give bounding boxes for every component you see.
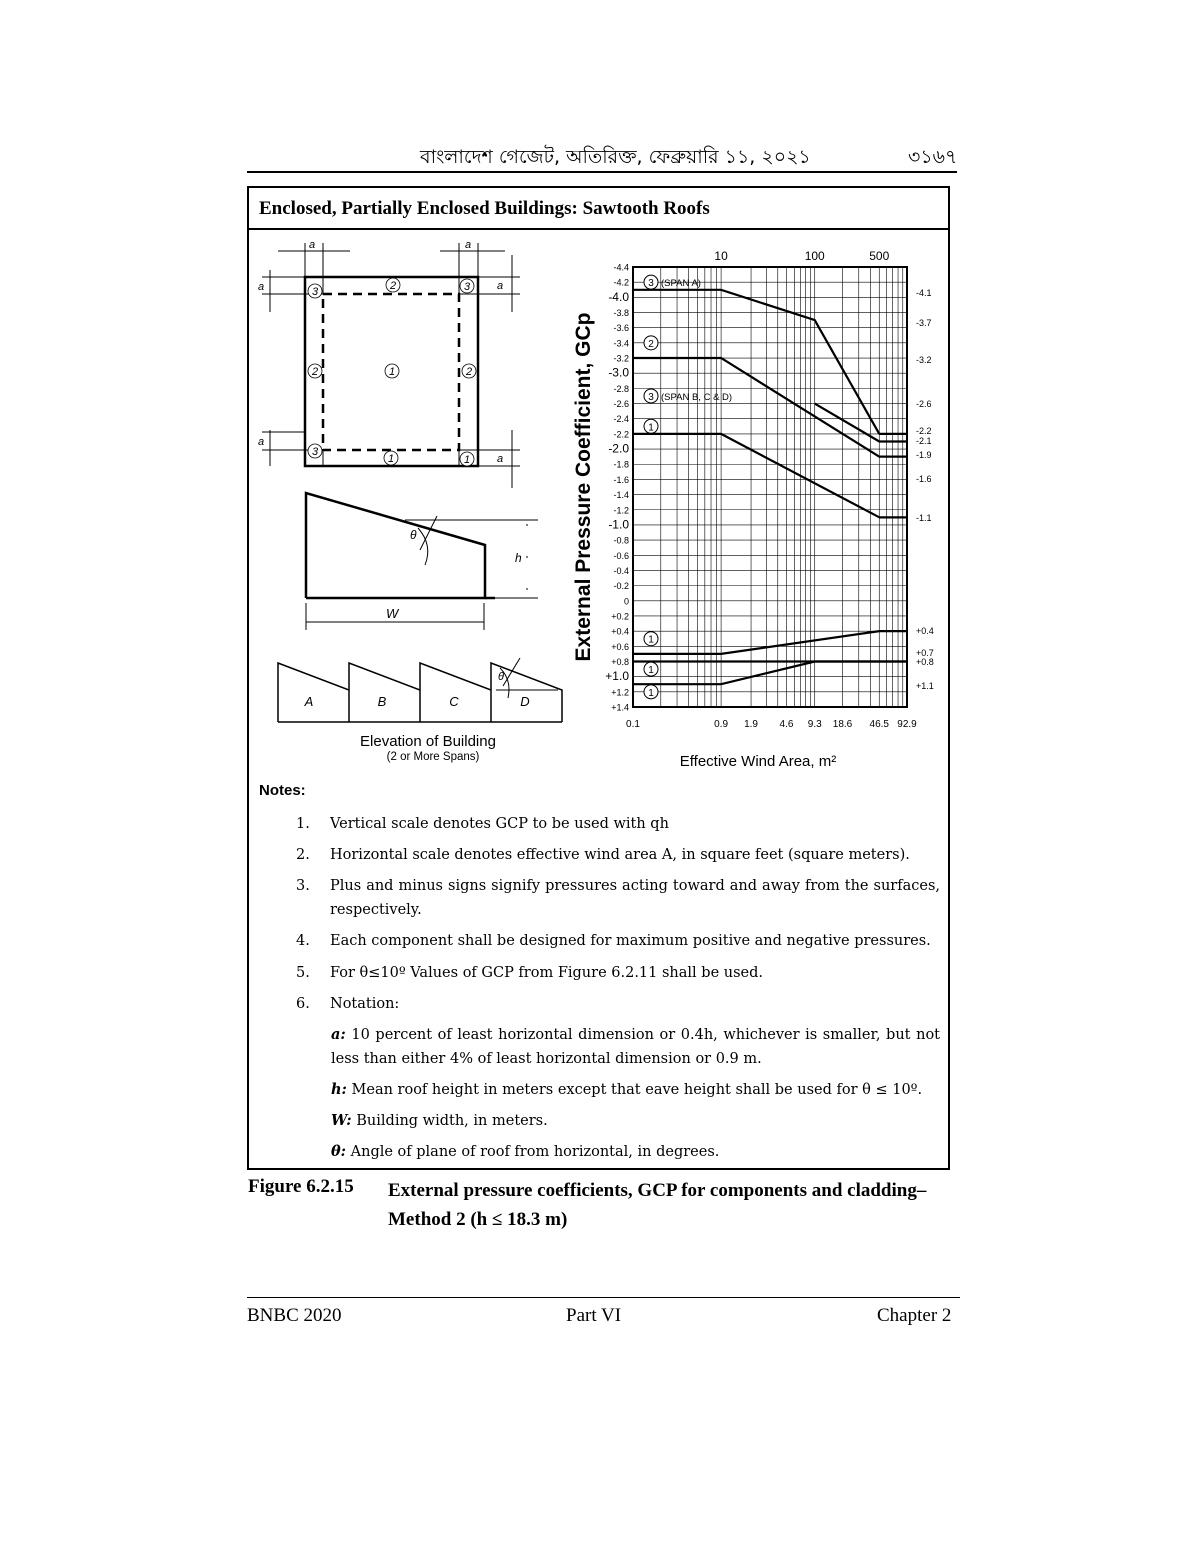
x-tick-label: 92.9 (897, 719, 917, 730)
y-tick-label: -2.0 (608, 441, 629, 456)
series-number: 1 (648, 687, 654, 699)
gazette-page-number: ৩১৬৭ (908, 146, 958, 168)
span-b-label: B (377, 694, 387, 709)
series-number: 3 (648, 278, 654, 290)
section-w-label: W (386, 606, 399, 621)
note-number: 2. (296, 847, 310, 863)
zone-2-label: 2 (311, 366, 319, 378)
y-tick-label: -1.8 (613, 459, 629, 470)
y-tick-label: -3.6 (613, 323, 629, 334)
series-number: 1 (648, 422, 654, 434)
y-tick-label: 0 (623, 596, 629, 607)
notes-heading: Notes: (259, 782, 306, 799)
y-tick-label: +0.8 (611, 656, 629, 667)
note-text: Plus and minus signs signify pressures acting toward and away from the surfaces, respectively. (330, 878, 940, 918)
note-number: 1. (296, 816, 310, 832)
elevation-subcaption: (2 or More Spans) (386, 751, 480, 763)
plot-area-border (633, 267, 907, 707)
end-value-label: -2.6 (916, 399, 932, 409)
elevation-theta-label: θ (498, 671, 504, 683)
end-value-label: -4.1 (916, 288, 932, 298)
notation-item (331, 1140, 940, 1164)
x-tick-label: 0.1 (626, 719, 640, 730)
note-number: 3. (296, 878, 310, 894)
series-number: 3 (648, 391, 654, 403)
end-value-label: -1.6 (916, 474, 932, 484)
footer-center: Part VI (566, 1305, 622, 1326)
y-tick-label: +1.4 (611, 702, 629, 713)
end-value-label: -3.7 (916, 318, 932, 328)
note-number: 5. (296, 965, 310, 981)
notation-text: Angle of plane of roof from horizontal, in degrees. (350, 1144, 720, 1160)
notation-symbol: a: (331, 1026, 346, 1043)
notation-symbol: θ: (331, 1143, 347, 1160)
zone-1-label: 1 (387, 453, 395, 465)
dim-a-left-top: a (258, 281, 265, 293)
footer-left: BNBC 2020 (247, 1305, 342, 1326)
series-line (633, 662, 907, 685)
zone-2-label: 2 (465, 366, 473, 378)
end-value-label: +0.4 (916, 626, 934, 636)
y-tick-label: +0.6 (611, 641, 629, 652)
top-tick-label: 100 (804, 249, 825, 263)
end-value-label: +1.1 (916, 681, 934, 691)
series-labels (644, 275, 732, 699)
end-value-label: -2.1 (916, 436, 932, 446)
end-value-label: -3.2 (916, 355, 932, 365)
notation-symbol: W: (331, 1112, 352, 1129)
y-tick-label: -0.2 (613, 581, 629, 592)
gazette-header-title: বাংলাদেশ গেজেট, অতিরিক্ত, ফেব্রুয়ারি ১১, ২০২১ (420, 146, 811, 168)
dim-a-right-top: a (497, 280, 504, 292)
zone-3-label: 3 (463, 281, 471, 293)
notation-symbol: h: (331, 1081, 347, 1098)
y-tick-label: -3.8 (613, 308, 629, 319)
chart-series (633, 290, 907, 684)
x-tick-label: 9.3 (807, 719, 822, 730)
end-value-label: -1.9 (916, 450, 932, 460)
series-label: (SPAN B, C & D) (661, 391, 733, 403)
y-tick-label: -4.2 (613, 277, 629, 288)
figure-caption-label: Figure 6.2.15 (248, 1176, 354, 1197)
top-tick-labels (714, 249, 889, 263)
note-number: 6. (296, 996, 310, 1012)
x-tick-label: 18.6 (832, 719, 853, 730)
section-h-label: h (515, 551, 522, 565)
series-number: 1 (648, 665, 654, 677)
y-tick-label: +1.2 (611, 687, 629, 698)
series-line (633, 631, 907, 654)
end-value-label: +0.7 (916, 648, 934, 658)
note-number: 4. (296, 933, 310, 949)
y-tick-label: -1.6 (613, 474, 629, 485)
dim-a-top-left: a (309, 239, 316, 251)
y-tick-label: -3.2 (613, 353, 629, 364)
series-label: (SPAN A) (661, 278, 701, 290)
notation-text: 10 percent of least horizontal dimension or 0.4h, whichever is smaller, but not less than either 4% of least horizontal dimension or 0.9 m. (331, 1027, 941, 1067)
zone-1-label: 1 (463, 454, 471, 466)
span-d-label: D (520, 694, 530, 709)
top-tick-label: 500 (869, 249, 890, 263)
y-tick-label: +0.2 (611, 611, 629, 622)
span-c-label: C (449, 694, 459, 709)
x-tick-label: 1.9 (744, 719, 759, 730)
y-tick-label: -0.8 (613, 535, 629, 546)
note-text: Notation: (330, 996, 400, 1012)
figure-caption-text: External pressure coefficients, GCP for components and cladding– Method 2 (h ≤ 18.3 m) (388, 1180, 927, 1230)
footer-rule (247, 1297, 960, 1298)
series-number: 2 (648, 338, 654, 350)
y-tick-label: -4.0 (608, 289, 629, 304)
x-tick-label: 4.6 (779, 719, 794, 730)
end-value-label: -2.2 (916, 426, 932, 436)
x-tick-labels (626, 719, 917, 730)
note-text: Horizontal scale denotes effective wind area A, in square feet (square meters). (330, 847, 910, 863)
notation-item (331, 1078, 940, 1102)
y-axis-label: External Pressure Coefficient, GCp (572, 312, 595, 662)
figure-title: Enclosed, Partially Enclosed Buildings: Sawtooth Roofs (259, 198, 710, 219)
notation-text: Building width, in meters. (356, 1113, 548, 1129)
y-tick-label: -2.8 (613, 383, 629, 394)
x-tick-label: 0.9 (714, 719, 729, 730)
y-tick-label: -3.4 (613, 338, 629, 349)
end-value-label: +0.8 (916, 657, 934, 667)
end-value-label: -1.1 (916, 513, 932, 523)
x-axis-label: Effective Wind Area, m² (679, 753, 837, 770)
y-tick-label: -1.4 (613, 490, 629, 501)
y-tick-label: +1.0 (605, 669, 629, 684)
x-tick-label: 46.5 (869, 719, 889, 730)
notation-text: Mean roof height in meters except that eave height shall be used for θ ≤ 10º. (351, 1082, 923, 1098)
top-tick-label: 10 (714, 249, 728, 263)
zone-2-label: 2 (389, 280, 397, 292)
section-theta-label: θ (410, 528, 417, 542)
y-tick-labels (605, 263, 629, 713)
y-tick-label: -2.6 (613, 399, 629, 410)
series-number: 1 (648, 634, 654, 646)
y-tick-label: -3.0 (608, 365, 629, 380)
notation-item (331, 1023, 940, 1071)
dim-a-left-bottom: a (258, 436, 265, 448)
y-tick-label: -1.2 (613, 505, 629, 516)
end-value-labels (916, 288, 934, 691)
span-a-label: A (304, 694, 314, 709)
note-text: Vertical scale denotes GCP to be used with qh (330, 816, 669, 832)
y-tick-label: +0.4 (611, 626, 629, 637)
y-tick-label: -2.2 (613, 429, 629, 440)
zone-1-label: 1 (388, 366, 396, 378)
y-tick-label: -0.4 (613, 565, 629, 576)
dim-a-right-bottom: a (497, 453, 504, 465)
note-text: For θ≤10º Values of GCP from Figure 6.2.11 shall be used. (330, 965, 764, 981)
elevation-caption: Elevation of Building (360, 733, 496, 750)
zone-3-label: 3 (311, 286, 319, 298)
chart-grid (633, 267, 907, 707)
y-tick-label: -1.0 (608, 517, 629, 532)
notation-item (331, 1109, 940, 1133)
footer-right: Chapter 2 (877, 1305, 952, 1326)
dim-a-top-right: a (465, 239, 472, 251)
y-tick-label: -4.4 (613, 262, 629, 273)
zone-3-label: 3 (311, 446, 319, 458)
note-text: Each component shall be designed for maximum positive and negative pressures. (330, 933, 931, 949)
y-tick-label: -2.4 (613, 414, 629, 425)
y-tick-label: -0.6 (613, 550, 629, 561)
